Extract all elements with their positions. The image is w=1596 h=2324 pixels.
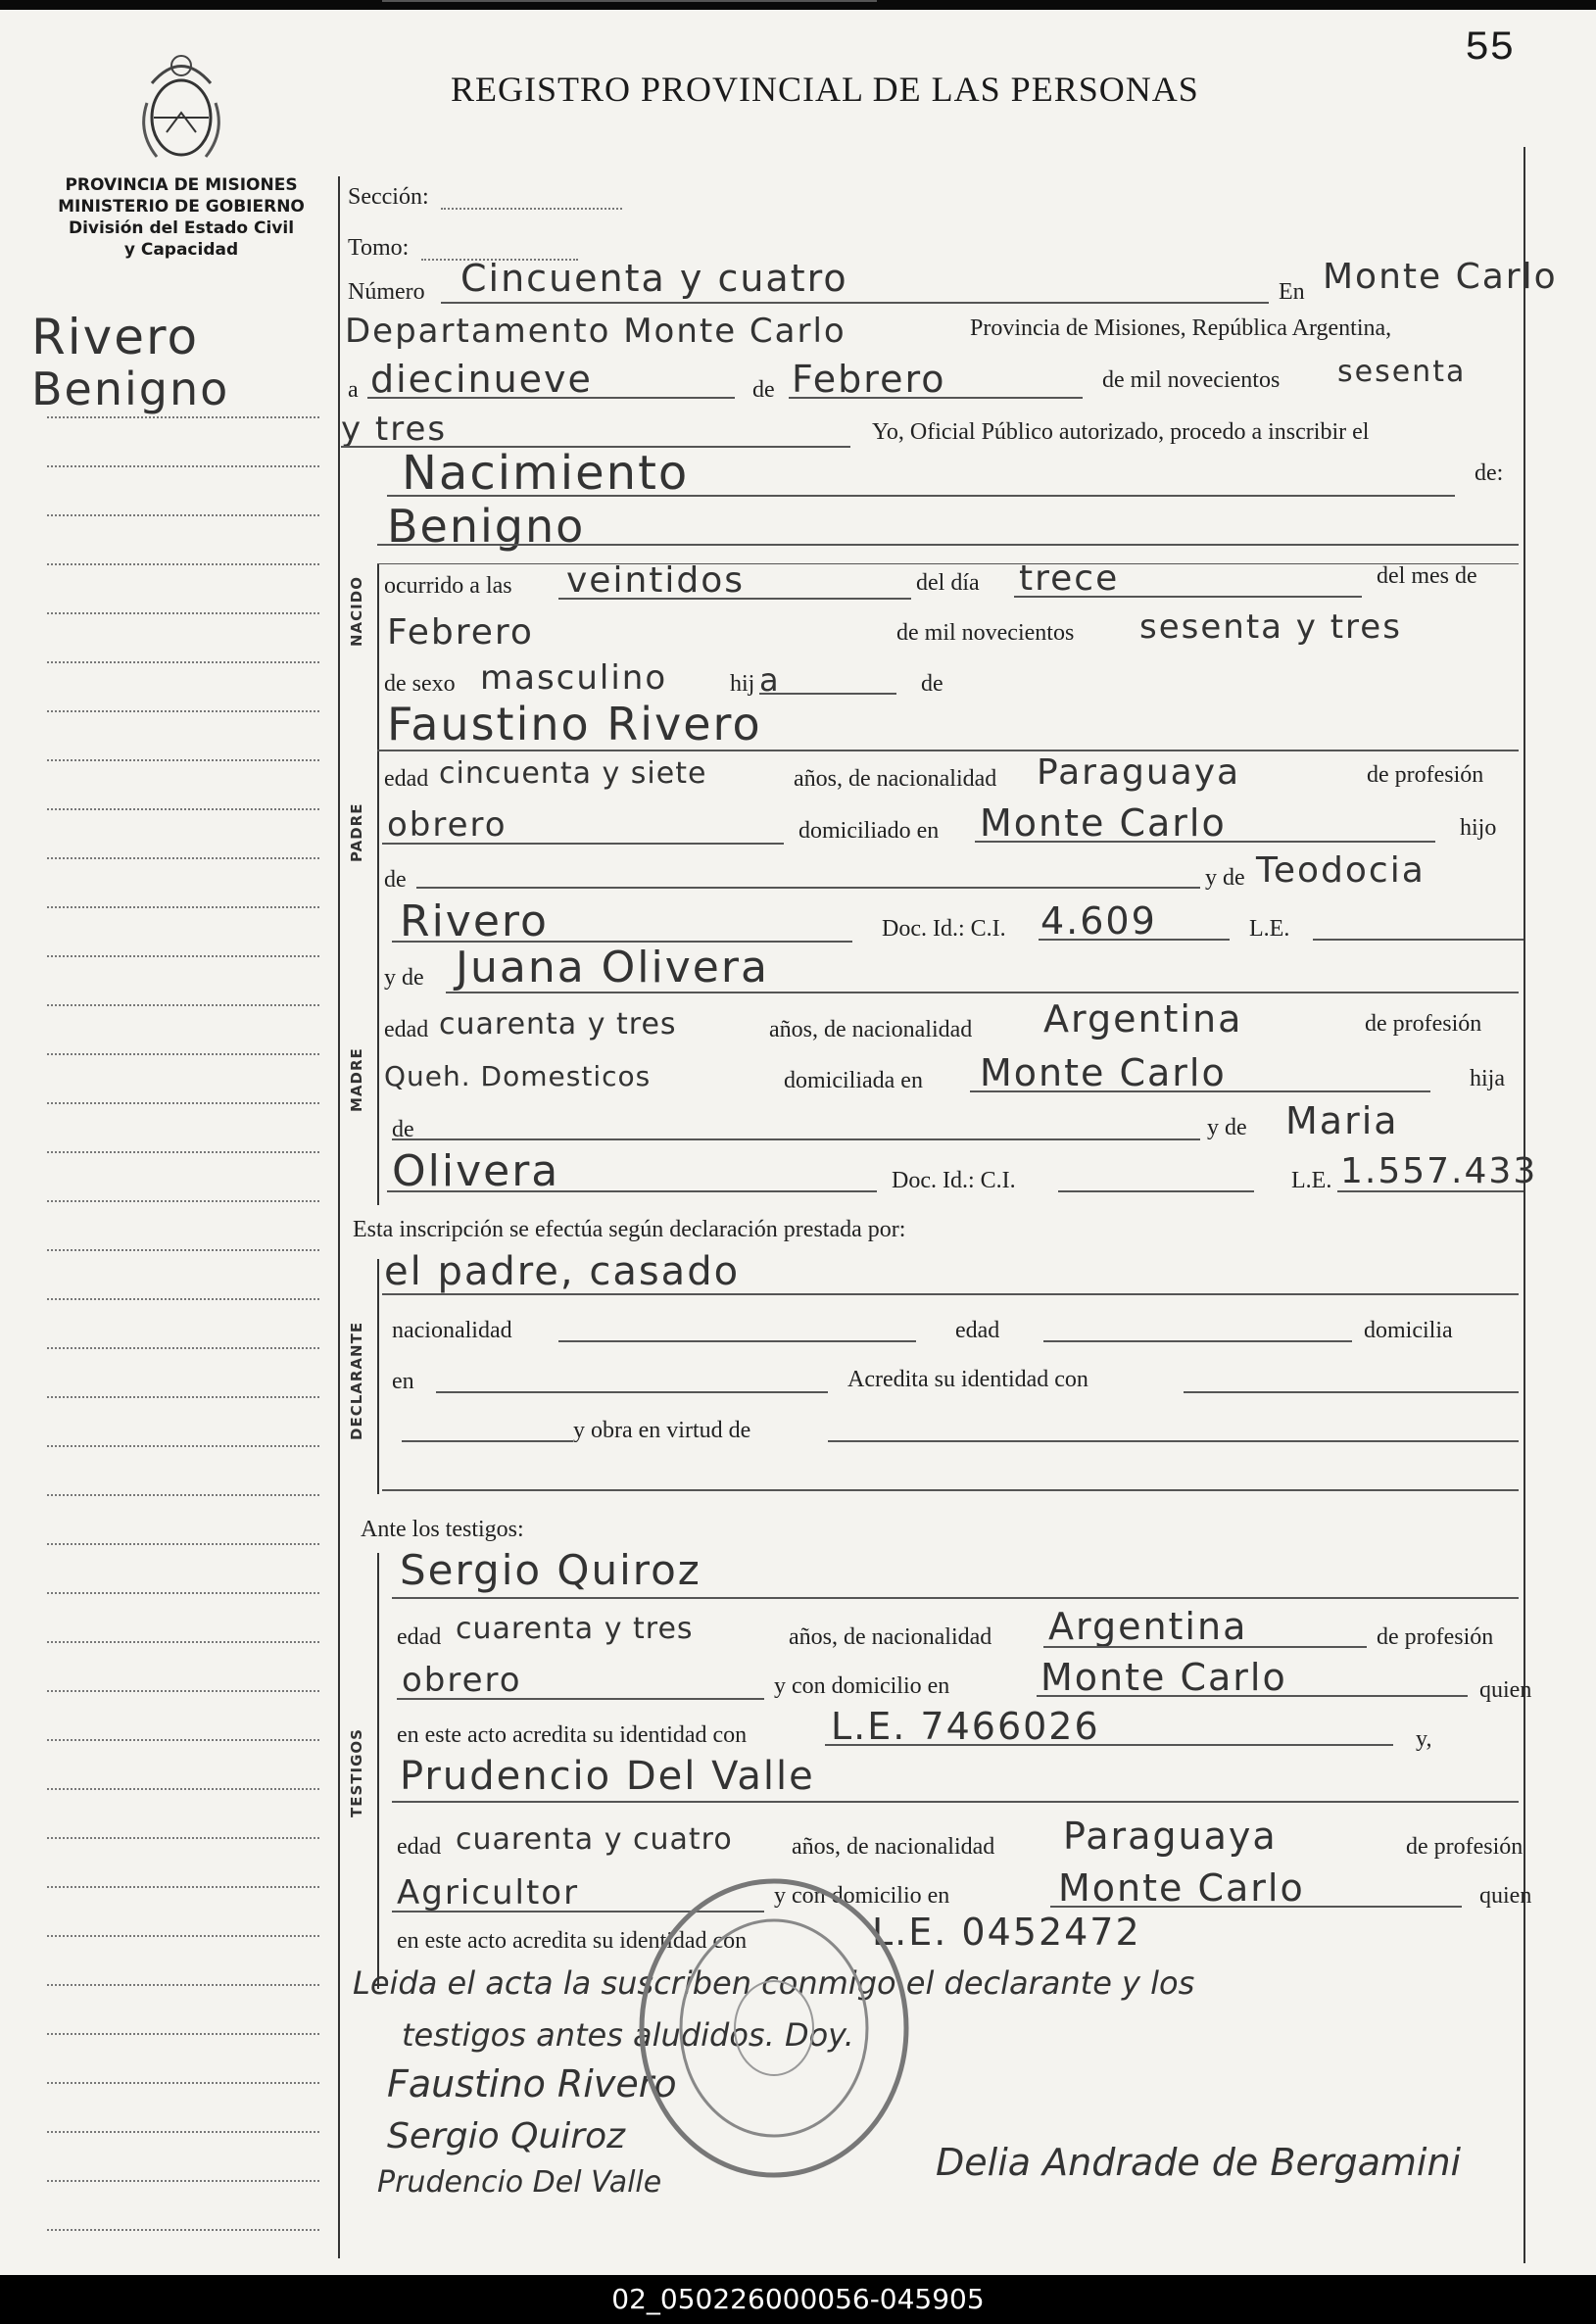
margin-ruled-line [47, 2082, 319, 2084]
margin-ruled-line [47, 1935, 319, 1937]
signature-testigo-1: Sergio Quiroz [387, 2116, 625, 2156]
tomo-label: Tomo: [348, 235, 410, 261]
madre-edad-label: edad [384, 1017, 429, 1042]
margin-ruled-line [47, 1445, 319, 1447]
side-label-testigos: TESTIGOS [348, 1728, 365, 1817]
de-small: de [921, 671, 943, 697]
declarante-acredita-label: Acredita su identidad con [847, 1367, 1088, 1392]
padre-domicilio-underline [975, 841, 1435, 843]
testigo-1-profesion-label: de profesión [1377, 1624, 1494, 1650]
madre-doc-label: Doc. Id.: C.I. [892, 1168, 1016, 1193]
padre-anos-nac-label: años, de nacionalidad [794, 766, 997, 792]
testigo-1-doc: L.E. 7466026 [831, 1705, 1100, 1748]
margin-ruled-line [47, 1641, 319, 1643]
madre-anos-nac-label: años, de nacionalidad [769, 1017, 973, 1042]
acto-underline [387, 495, 1455, 497]
margin-ruled-line [47, 955, 319, 957]
margin-ruled-line [47, 1592, 319, 1594]
margin-given-name: Benigno [31, 363, 230, 415]
testigos-intro: Ante los testigos: [361, 1517, 524, 1542]
signature-padre: Faustino Rivero [387, 2062, 677, 2106]
form-right-border [1523, 147, 1525, 2263]
coat-of-arms-icon [132, 44, 230, 167]
en-label: En [1279, 279, 1305, 305]
testigo-2-acredita-label: en este acto acredita su identidad con [397, 1928, 748, 1954]
document-title: REGISTRO PROVINCIAL DE LAS PERSONAS [451, 70, 1199, 109]
testigo-2-nacionalidad: Paraguaya [1063, 1815, 1278, 1858]
madre-de-madre-apellido: Olivera [392, 1146, 560, 1196]
madre-domiciliada-label: domiciliada en [784, 1068, 923, 1093]
margin-ruled-line [47, 2033, 319, 2035]
testigo-2-domicilio-underline [1050, 1906, 1462, 1908]
margin-surname: Rivero [31, 309, 200, 365]
declarante-domicilia-label: domicilia [1364, 1318, 1453, 1343]
margin-ruled-line [47, 1200, 319, 1202]
margin-ruled-line [47, 1102, 319, 1104]
record-year-value-2: y tres [341, 410, 448, 449]
declarante-intro: Esta inscripción se efectúa según declaración prestada por: [353, 1217, 906, 1242]
declarante-obra-label: y obra en virtud de [573, 1418, 751, 1443]
de-label: de [752, 377, 775, 403]
testigo-2-profesion: Agricultor [397, 1873, 580, 1912]
madre-le-label: L.E. [1291, 1168, 1332, 1193]
madre-de-madre: Maria [1285, 1099, 1399, 1142]
scan-footer [0, 2275, 1596, 2324]
madre-profesion: Queh. Domesticos [384, 1060, 652, 1092]
official-stamp-icon [627, 1866, 921, 2190]
margin-ruled-line [47, 1837, 319, 1839]
nacido-rule [377, 563, 1519, 564]
madre-nacionalidad: Argentina [1043, 997, 1243, 1041]
side-label-nacido: NACIDO [348, 576, 365, 647]
testigo-1-domicilio-underline [1037, 1695, 1468, 1697]
declarante-edad-field [1043, 1340, 1352, 1342]
margin-ruled-line [47, 1347, 319, 1349]
declarante-obra-field-1 [402, 1440, 573, 1442]
madre-apellido-underline [387, 1190, 877, 1192]
record-year-value: sesenta [1337, 355, 1467, 389]
section-divider [377, 1259, 379, 1494]
margin-ruled-line [47, 465, 319, 467]
issuer-line: División del Estado Civil [68, 218, 295, 238]
hij-underline [759, 693, 896, 695]
madre-de-underline [392, 1138, 1200, 1140]
testigo-1-profesion: obrero [402, 1661, 522, 1700]
margin-ruled-line [47, 1298, 319, 1300]
margin-ruled-line [47, 1886, 319, 1888]
testigo-1-quien-label: quien [1479, 1677, 1532, 1703]
madre-domicilio-underline [970, 1090, 1430, 1092]
record-month-underline [789, 397, 1083, 399]
testigo-1-nacionalidad-underline [1043, 1646, 1367, 1648]
departamento-value: Departamento Monte Carlo [345, 312, 846, 351]
oficial-text: Yo, Oficial Público autorizado, procedo a inscribir el [872, 419, 1370, 445]
padre-domicilio: Monte Carlo [980, 801, 1227, 845]
declarante-nacionalidad-field [558, 1340, 916, 1342]
closing-line-2: testigos antes aludidos. Doy. [402, 2016, 854, 2054]
margin-ruled-line [47, 1396, 319, 1398]
madre-le-underline [1337, 1190, 1523, 1192]
testigo-1-edad-label: edad [397, 1624, 442, 1650]
margin-ruled-line [47, 514, 319, 516]
declarante-blank-line [382, 1489, 1519, 1491]
margin-ruled-line [47, 857, 319, 859]
testigo-1-doc-underline [825, 1744, 1393, 1746]
mes-nac-value: Febrero [387, 612, 534, 653]
provincia-text: Provincia de Misiones, República Argentina, [970, 315, 1392, 341]
testigo-1-name: Sergio Quiroz [400, 1546, 701, 1594]
declarante-en-field [436, 1391, 828, 1393]
margin-ruled-line [47, 1788, 319, 1790]
madre-profesion-label: de profesión [1365, 1011, 1482, 1037]
ocurrido-label: ocurrido a las [384, 573, 512, 599]
declarante-acredita-field [1184, 1391, 1519, 1393]
madre-de-label: de [392, 1117, 414, 1142]
padre-de-label: de [384, 867, 407, 893]
dia-nac-underline [1014, 596, 1362, 598]
margin-ruled-line [47, 416, 319, 418]
madre-de-padre-apellido: Rivero [400, 896, 549, 946]
margin-ruled-line [47, 1494, 319, 1496]
margin-ruled-line [47, 563, 319, 565]
margin-ruled-line [47, 1004, 319, 1006]
padre-le-underline [1313, 939, 1523, 941]
hij-label: hij [730, 671, 755, 697]
padre-le-label: L.E. [1249, 916, 1290, 942]
signature-testigo-2: Prudencio Del Valle [377, 2165, 662, 2200]
closing-line-1: Leida el acta la suscriben conmigo el declarante y los [353, 1964, 1195, 2002]
page-number: 55 [1465, 24, 1515, 72]
testigo-1-domicilio-label: y con domicilio en [774, 1673, 950, 1699]
side-label-padre: PADRE [348, 802, 365, 862]
dia-nac-value: trece [1019, 558, 1120, 599]
testigo-2-edad: cuarenta y cuatro [456, 1822, 733, 1857]
testigo-2-quien-label: quien [1479, 1883, 1532, 1909]
side-label-madre: MADRE [348, 1047, 365, 1112]
hora-underline [558, 598, 911, 600]
padre-edad-label: edad [384, 766, 429, 792]
madre-edad-value: cuarenta y tres [439, 1007, 677, 1041]
testigo-2-domicilio: Monte Carlo [1058, 1866, 1305, 1910]
record-month-value: Febrero [792, 358, 946, 401]
issuer-line: PROVINCIA DE MISIONES [65, 175, 298, 195]
de-colon: de: [1475, 460, 1504, 486]
padre-hijo-label: hijo [1460, 815, 1497, 841]
sexo-label: de sexo [384, 671, 456, 697]
margin-ruled-line [47, 661, 319, 663]
testigo-1-y-label: y, [1416, 1726, 1432, 1752]
testigo-1-nacionalidad: Argentina [1048, 1605, 1248, 1648]
padre-profesion: obrero [387, 805, 508, 845]
issuer-line: y Capacidad [123, 240, 239, 260]
section-divider [377, 563, 379, 1205]
madre-profesion-underline [382, 0, 764, 2]
margin-ruled-line [47, 612, 319, 614]
del-mes-label: del mes de [1377, 563, 1477, 589]
madre-domicilio: Monte Carlo [980, 1051, 1227, 1094]
margin-ruled-line [47, 1984, 319, 1986]
margin-ruled-line [47, 710, 319, 712]
madre-y-de-label: y de [384, 965, 424, 991]
margin-ruled-line [47, 1543, 319, 1545]
madre-name: Juana Olivera [456, 943, 769, 993]
padre-y-de-label: y de [1205, 865, 1245, 891]
numero-underline [441, 302, 1269, 304]
signature-oficial: Delia Andrade de Bergamini [936, 2141, 1462, 2184]
sexo-value: masculino [480, 658, 668, 698]
en-value: Monte Carlo [1323, 257, 1558, 297]
madre-le-value: 1.557.433 [1340, 1151, 1538, 1191]
margin-ruled-line [47, 1690, 319, 1692]
padre-profesion-underline [382, 843, 784, 845]
acto-value: Nacimiento [402, 446, 690, 501]
side-label-declarante: DECLARANTE [348, 1321, 365, 1440]
issuer-line: MINISTERIO DE GOBIERNO [58, 197, 305, 217]
testigo-1-edad: cuarenta y tres [456, 1612, 694, 1646]
margin-ruled-line [47, 759, 319, 761]
hora-value: veintidos [566, 560, 746, 601]
section-divider [377, 1553, 379, 1989]
testigo-1-anos-nac-label: años, de nacionalidad [789, 1624, 992, 1650]
padre-doc-label: Doc. Id.: C.I. [882, 916, 1006, 942]
padre-edad-value: cincuenta y siete [439, 756, 707, 791]
margin-ruled-line [47, 2131, 319, 2133]
record-day-value: diecinueve [370, 358, 593, 401]
declarante-nacionalidad-label: nacionalidad [392, 1318, 512, 1343]
declarante-value-underline [382, 1293, 1519, 1295]
form-left-border [338, 176, 340, 2258]
declarante-value: el padre, casado [384, 1249, 741, 1294]
margin-ruled-line [47, 1151, 319, 1153]
testigo-2-doc: L.E. 0452472 [872, 1911, 1141, 1954]
anio-nac-value: sesenta y tres [1139, 607, 1402, 647]
seccion-label: Sección: [348, 184, 429, 210]
padre-domiciliado-label: domiciliado en [798, 818, 940, 844]
madre-hija-label: hija [1470, 1066, 1505, 1091]
testigo-1-domicilio: Monte Carlo [1040, 1656, 1287, 1699]
declarante-edad-label: edad [955, 1318, 1000, 1343]
margin-ruled-line [47, 1249, 319, 1251]
margin-ruled-line [47, 2180, 319, 2182]
testigo-2-name: Prudencio Del Valle [400, 1754, 815, 1799]
margin-ruled-line [47, 2229, 319, 2231]
testigo-2-edad-label: edad [397, 1834, 442, 1860]
testigo-2-anos-nac-label: años, de nacionalidad [792, 1834, 995, 1860]
padre-doc-underline [1039, 939, 1230, 941]
record-day-underline [367, 397, 735, 399]
declarante-obra-field-2 [828, 1440, 1519, 1442]
padre-doc-value: 4.609 [1040, 899, 1157, 943]
madre-de-padre: Teodocia [1256, 850, 1426, 891]
margin-ruled-line [47, 1053, 319, 1055]
declarante-en-label: en [392, 1369, 414, 1394]
nacido-name-underline [377, 544, 1519, 546]
numero-label: Número [348, 279, 425, 305]
margin-ruled-line [47, 906, 319, 908]
margin-ruled-line [47, 808, 319, 810]
testigo-1-name-underline [392, 1597, 1519, 1599]
madre-y-de2-label: y de [1207, 1115, 1247, 1140]
nacido-name: Benigno [387, 500, 586, 553]
hij-value: a [759, 661, 781, 699]
padre-name: Faustino Rivero [387, 698, 762, 750]
padre-nacionalidad: Paraguaya [1037, 752, 1241, 793]
padre-de-underline [416, 887, 1200, 889]
madre-name-underline [446, 992, 1519, 993]
de-mil-label: de mil novecientos [1102, 367, 1281, 393]
margin-ruled-line [47, 1739, 319, 1741]
de-mil-nov-label: de mil novecientos [896, 620, 1075, 646]
padre-profesion-label: de profesión [1367, 762, 1484, 788]
del-dia-label: del día [916, 570, 980, 596]
testigo-1-acredita-label: en este acto acredita su identidad con [397, 1722, 748, 1748]
padre-name-underline [377, 750, 1519, 751]
madre-doc-underline [1058, 1190, 1254, 1192]
numero-value: Cincuenta y cuatro [460, 257, 848, 300]
seccion-field [441, 208, 622, 210]
footer-code: 02_050226000056-045905 [611, 2283, 985, 2315]
issuer-block [24, 174, 338, 261]
a-label: a [348, 377, 359, 403]
testigo-2-profesion-label: de profesión [1406, 1834, 1523, 1860]
testigo-2-name-underline [392, 1801, 1519, 1803]
testigo-2-domicilio-label: y con domicilio en [774, 1883, 950, 1909]
testigo-1-profesion-underline [397, 1698, 764, 1700]
